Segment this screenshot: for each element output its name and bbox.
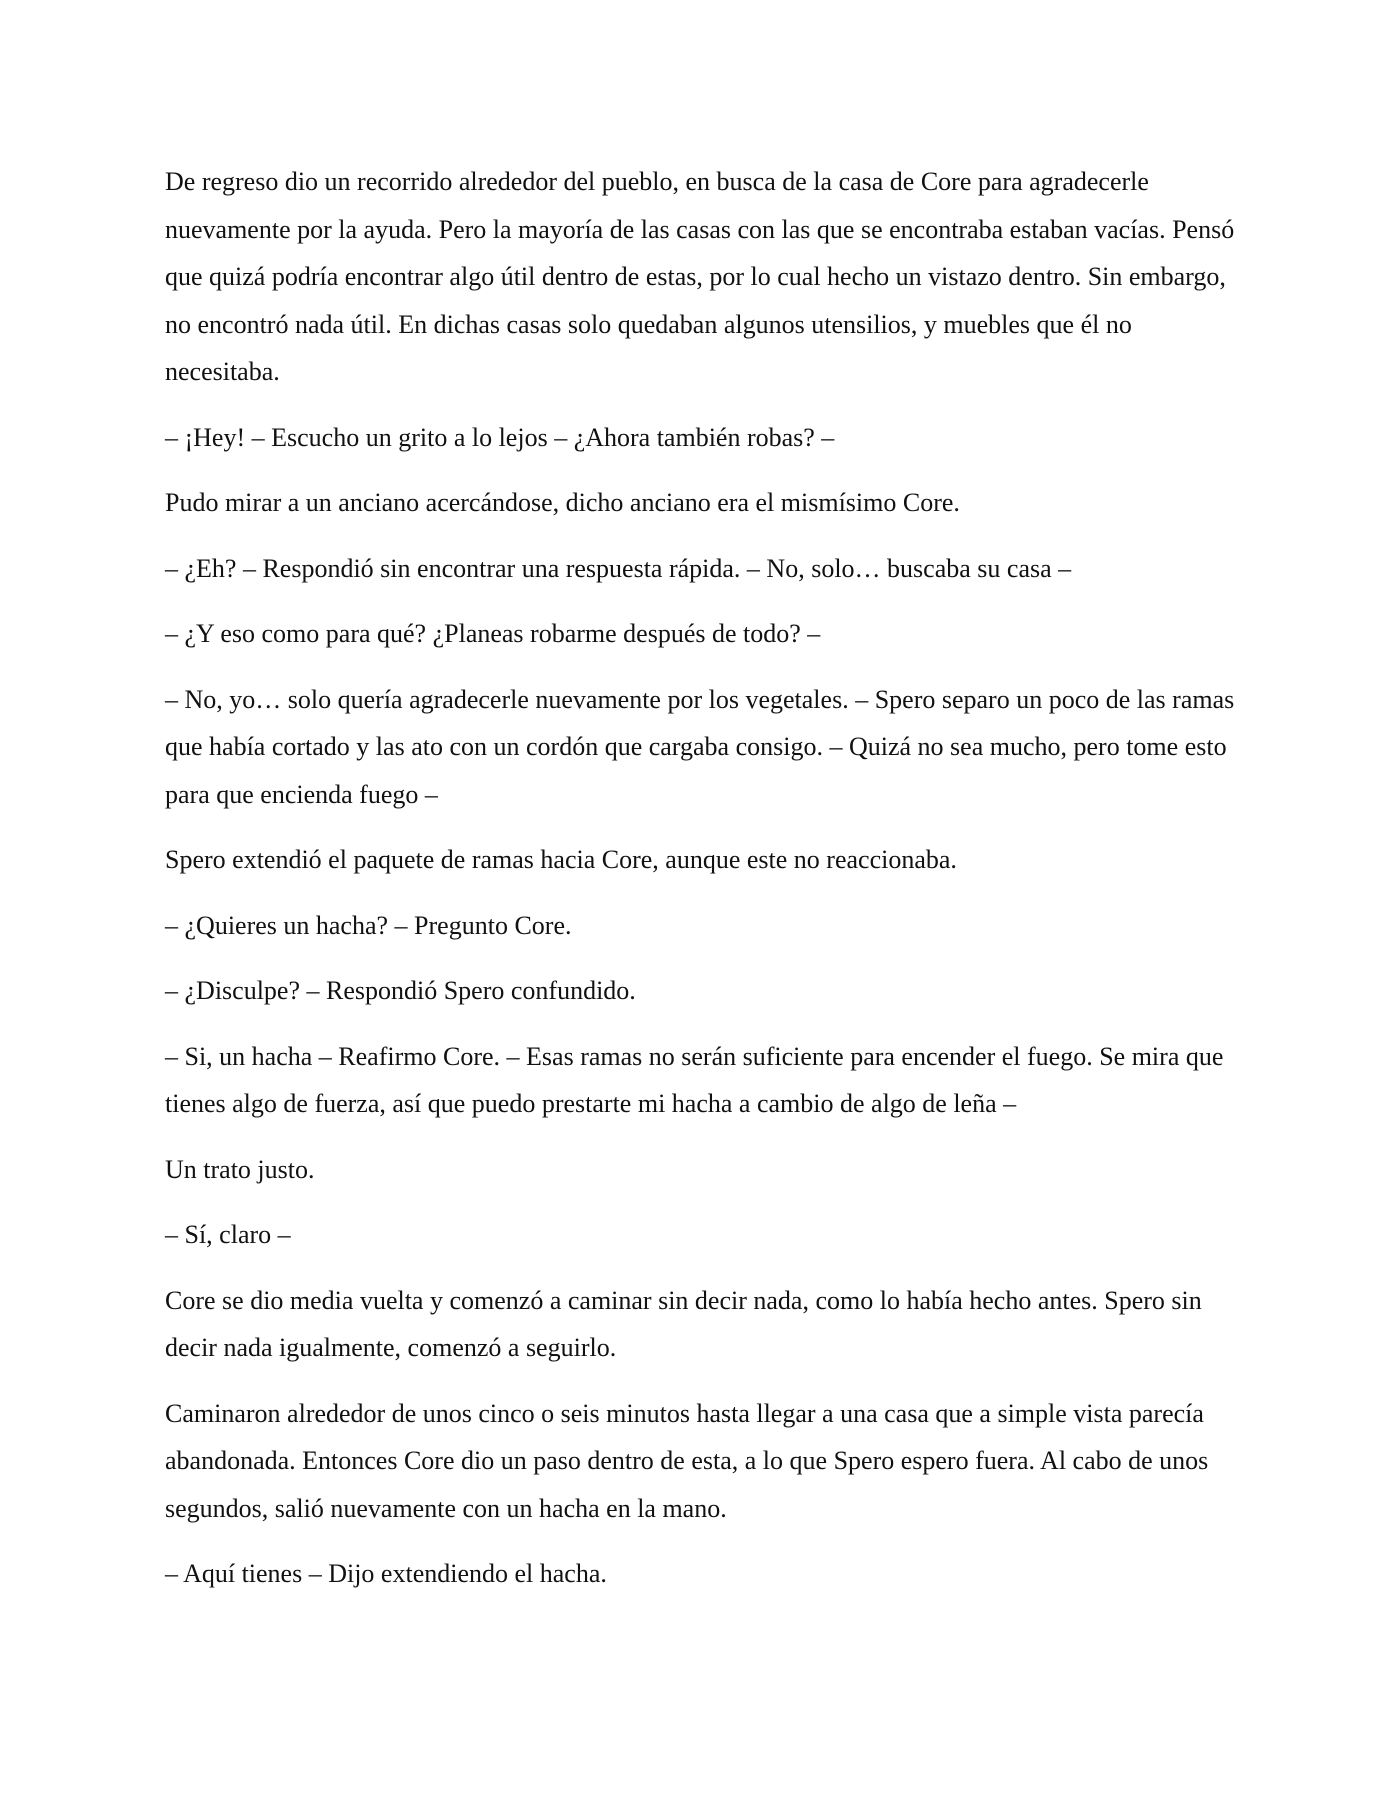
paragraph: Spero extendió el paquete de ramas hacia Core, aunque este no reaccionaba.	[165, 845, 957, 874]
dialogue-line: – ¿Eh? – Respondió sin encontrar una respuesta rápida. – No, solo… buscaba su casa –	[165, 553, 1072, 583]
paragraph: Core se dio media vuelta y comenzó a caminar sin decir nada, como lo había hecho antes. Spero sin decir nada igualmente, comenzó a seguirlo.	[165, 1285, 1202, 1362]
dialogue-line: – Aquí tienes – Dijo extendiendo el hacha.	[165, 1559, 607, 1588]
dialogue-line: – ¿Y eso como para qué? ¿Planeas robarme después de todo? –	[165, 619, 821, 648]
document-body	[165, 158, 1245, 1616]
paragraph: De regreso dio un recorrido alrededor del pueblo, en busca de la casa de Core para agradecerle nuevamente por la ayuda. Pero la mayoría de las casas con las que se encontraba estaban vacías. Pensó que quizá podría encontrar algo útil dentro de estas, por lo cual hecho un vistazo dentro. Sin embargo, no encontró nada útil. En dichas casas solo quedaban algunos utensilios, y muebles que él no necesitaba.	[165, 167, 1235, 386]
dialogue-line: – ¿Quieres un hacha? – Pregunto Core.	[165, 910, 572, 940]
paragraph: Un trato justo.	[165, 1154, 315, 1184]
dialogue-line: – No, yo… solo quería agradecerle nuevamente por los vegetales. – Spero separo un poco de las ramas que había cortado y las ato con un cordón que cargaba consigo. – Quizá no sea mucho, pero tome esto para que encienda fuego –	[165, 684, 1235, 809]
paragraph: Caminaron alrededor de unos cinco o seis minutos hasta llegar a una casa que a simple vista parecía abandonada. Entonces Core dio un paso dentro de esta, a lo que Spero espero fuera. Al cabo de unos segundos, salió nuevamente con un hacha en la mano.	[165, 1398, 1209, 1523]
dialogue-line: – Sí, claro –	[165, 1220, 291, 1249]
dialogue-line: – Si, un hacha – Reafirmo Core. – Esas ramas no serán suficiente para encender el fuego. Se mira que tienes algo de fuerza, así que puedo prestarte mi hacha a cambio de algo de leña –	[165, 1041, 1224, 1118]
paragraph: Pudo mirar a un anciano acercándose, dicho anciano era el mismísimo Core.	[165, 488, 960, 517]
dialogue-line: – ¡Hey! – Escucho un grito a lo lejos – ¿Ahora también robas? –	[165, 422, 835, 452]
dialogue-line: – ¿Disculpe? – Respondió Spero confundido.	[165, 976, 636, 1005]
